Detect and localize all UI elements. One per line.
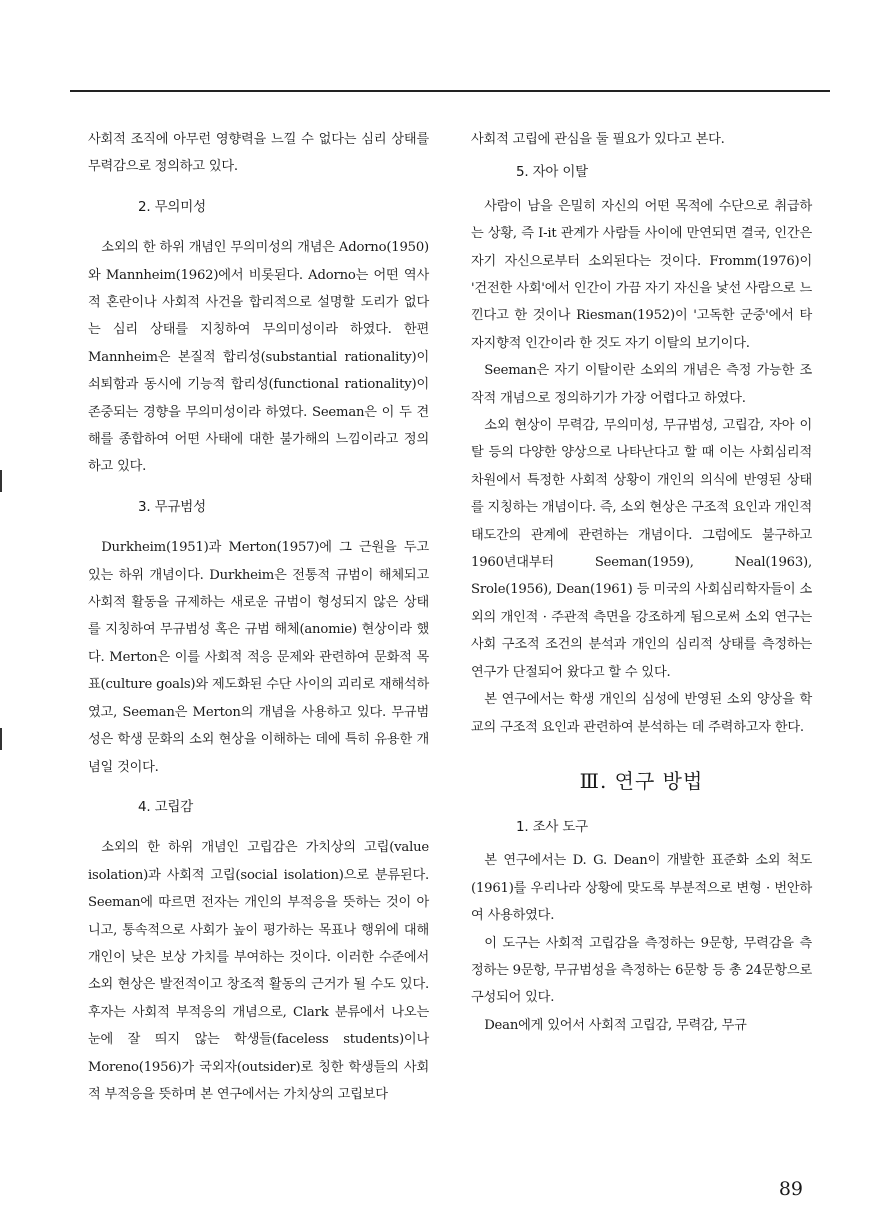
margin-mark bbox=[0, 470, 2, 492]
section-heading-instrument: 1. 조사 도구 bbox=[516, 818, 589, 835]
chapter-heading-method: Ⅲ. 연구 방법 bbox=[579, 768, 704, 793]
left-column bbox=[88, 126, 429, 1108]
paragraph: 본 연구에서는 D. G. Dean이 개발한 표준화 소외 척도(1961)를 우리나라 상황에 맞도록 부분적으로 변형 · 번안하여 사용하였다. bbox=[471, 853, 812, 924]
paragraph: 소외의 한 하위 개념인 고립감은 가치상의 고립(value isolation)과 사회적 고립(social isolation)으로 분류된다. Seeman에 따르면 전자는 개인의 부적응을 뜻하는 것이 아니고, 통속적으로 사회가 높이 평가하는 목표나 행위에 대해 개인이 낮은 보상 가치를 부여하는 것이다. 이러한 수준에서 소외 현상은 발전적이고 창조적 활동의 근거가 될 수도 있다. 후자는 사회적 부적응의 개념으로, Clark 분류에서 나오는 눈에 잘 띄지 않는 학생들(faceless students)이나 Moreno(1956)가 국외자(outsider)로 칭한 학생들의 사회적 부적응을 뜻하며 본 연구에서는 가치상의 고립보다 bbox=[88, 840, 429, 1102]
paragraph: 소외의 한 하위 개념인 무의미성의 개념은 Adorno(1950)와 Mannheim(1962)에서 비롯된다. Adorno는 어떤 역사적 혼란이나 사회적 사건을 합리적으로 설명할 도리가 없다는 심리 상태를 지칭하여 무의미성이라 하였다. 한편 Mannheim은 본질적 합리성(substantial rationality)이 쇠퇴함과 동시에 기능적 합리성(functional rationality)이 존중되는 경향을 무의미성이라 하였다. Seeman은 이 두 견해를 종합하여 어떤 사태에 대한 불가해의 느낌이라고 정의하고 있다. bbox=[88, 240, 429, 475]
section-heading-isolation: 4. 고립감 bbox=[138, 798, 194, 815]
paragraph: 이 도구는 사회적 고립감을 측정하는 9문항, 무력감을 측정하는 9문항, 무규범성을 측정하는 6문항 등 총 24문항으로 구성되어 있다. bbox=[471, 935, 812, 1006]
section-heading-meaninglessness: 2. 무의미성 bbox=[138, 198, 206, 215]
paragraph: 사회적 고립에 관심을 둘 필요가 있다고 본다. bbox=[471, 132, 725, 147]
paragraph: 본 연구에서는 학생 개인의 심성에 반영된 소외 양상을 학교의 구조적 요인과 관련하여 분석하는 데 주력하고자 한다. bbox=[471, 692, 812, 735]
paragraph: Seeman은 자기 이탈이란 소외의 개념은 측정 가능한 조작적 개념으로 정의하기가 가장 어렵다고 하였다. bbox=[471, 363, 812, 406]
paragraph: 소외 현상이 무력감, 무의미성, 무규범성, 고립감, 자아 이탈 등의 다양한 양상으로 나타난다고 할 때 이는 사회심리적 차원에서 특정한 사회적 상황이 개인의 의식에 반영된 상태를 지칭하는 개념이다. 즉, 소외 현상은 구조적 요인과 개인적 태도간의 관계에 관련하는 개념이다. 그럼에도 불구하고 1960년대부터 Seeman(1959), Neal(1963), Srole(1956), Dean(1961) 등 미국의 사회심리학자들이 소외의 개인적 · 주관적 측면을 강조하게 됨으로써 소외 연구는 사회 구조적 조건의 분석과 개인의 심리적 상태를 측정하는 연구가 단절되어 왔다고 할 수 있다. bbox=[471, 418, 812, 680]
paragraph: 사람이 남을 은밀히 자신의 어떤 목적에 수단으로 취급하는 상황, 즉 I-it 관계가 사람들 사이에 만연되면 결국, 인간은 자기 자신으로부터 소외된다는 것이다. Fromm(1976)이 '건전한 사회'에서 인간이 가끔 자기 자신을 낯선 사람으로 느낀다고 한 것이나 Riesman(1952)이 '고독한 군중'에서 타자지향적 인간이라 한 것도 자기 이탈의 보기이다. bbox=[471, 198, 812, 351]
paragraph: Dean에게 있어서 사회적 고립감, 무력감, 무규 bbox=[484, 1017, 747, 1033]
header-rule bbox=[70, 90, 830, 92]
margin-mark bbox=[0, 728, 2, 750]
section-heading-self-estrangement: 5. 자아 이탈 bbox=[516, 164, 589, 181]
right-column bbox=[471, 126, 812, 1039]
paragraph: 사회적 조직에 아무런 영향력을 느낄 수 없다는 심리 상태를 무력감으로 정의하고 있다. bbox=[88, 132, 429, 175]
paragraph: Durkheim(1951)과 Merton(1957)에 그 근원을 두고 있는 하위 개념이다. Durkheim은 전통적 규범이 해체되고 사회적 활동을 규제하는 새로운 규범이 형성되지 않은 상태를 지칭하여 무규범성 혹은 규범 해체(anomie) 현상이라 했다. Merton은 이를 사회적 적응 문제와 관련하여 문화적 목표(culture goals)와 제도화된 수단 사이의 괴리로 재해석하였고, Seeman은 Merton의 개념을 사용하고 있다. 무규범성은 학생 문화의 소외 현상을 이해하는 데에 특히 유용한 개념일 것이다. bbox=[88, 540, 429, 775]
section-heading-normlessness: 3. 무규범성 bbox=[138, 498, 206, 515]
page-number: 89 bbox=[778, 1178, 803, 1200]
